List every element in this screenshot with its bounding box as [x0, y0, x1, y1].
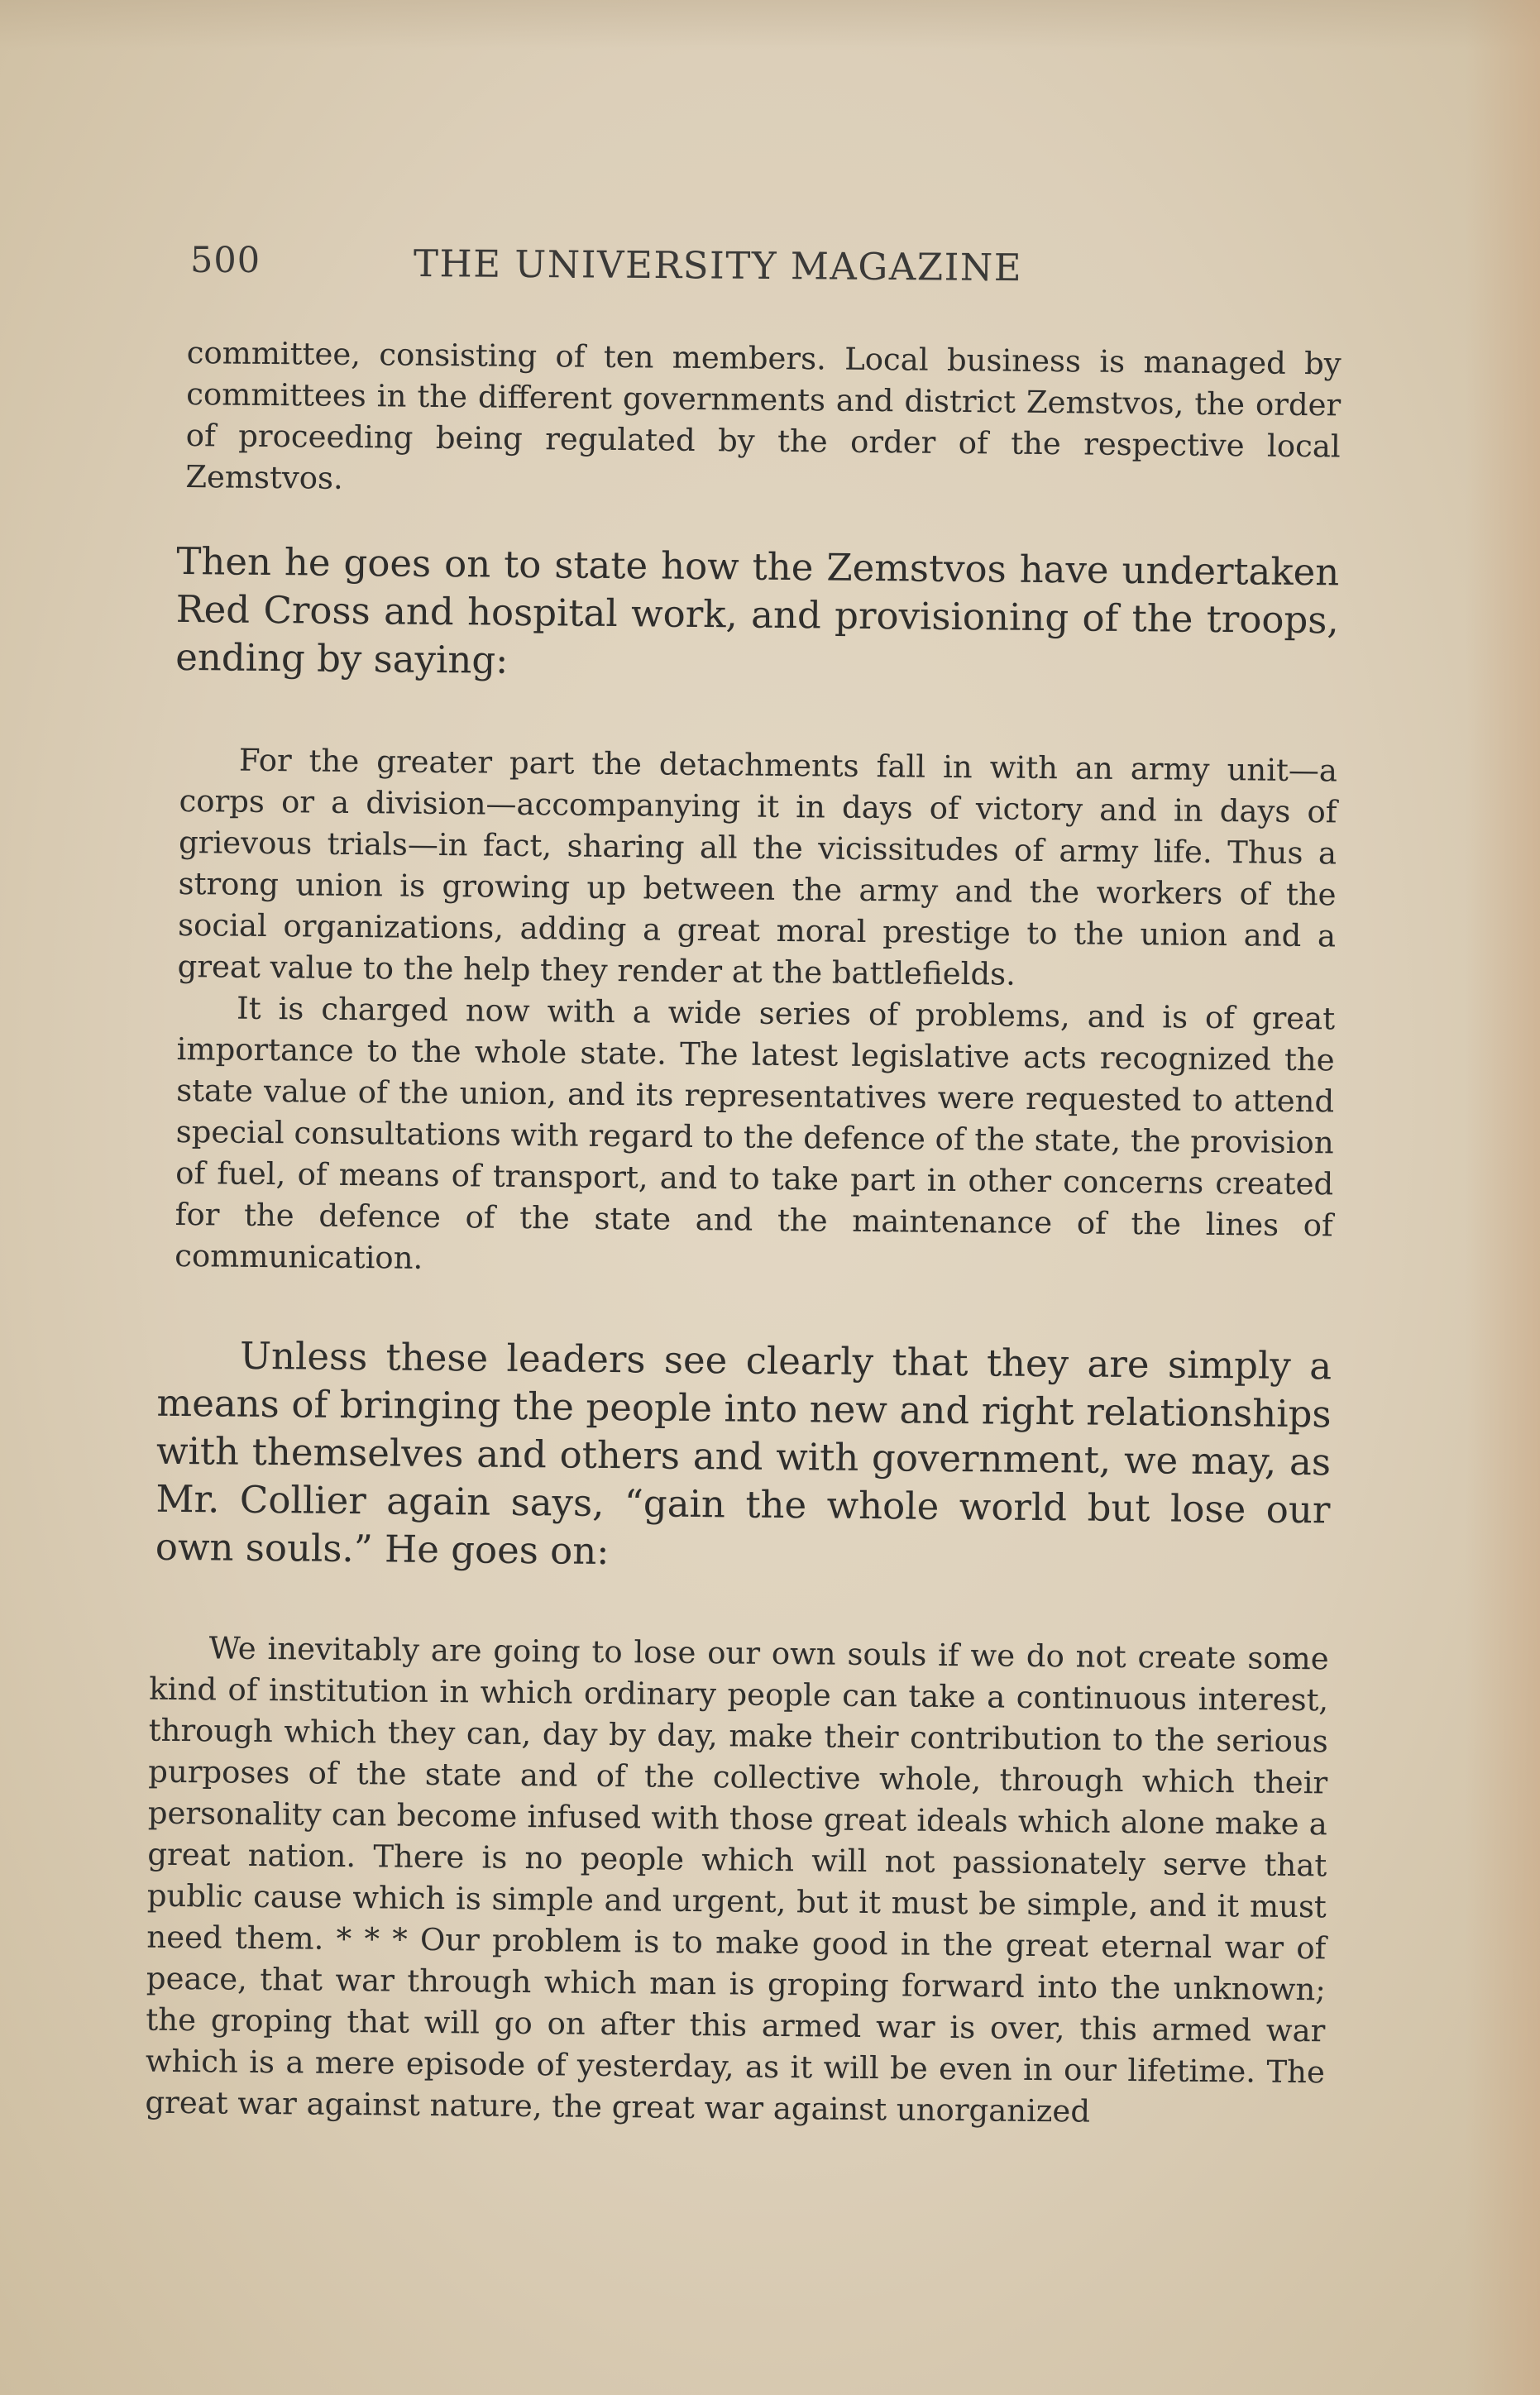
- page-shadow-top: [0, 0, 1540, 50]
- quote-paragraph: It is charged now with a wide series of problems, and is of great importance to the whole state. The latest legislative acts recognized the state value of the union, and its representatives were requested to attend special consultations with regard to the defence of the state, the provision of fuel, of means of transport, and to take part in other concerns created for the defence of the state and the maintenance of the lines of communication.: [175, 990, 1336, 1276]
- block-quote-committee: [185, 332, 1342, 509]
- page-header: [190, 240, 1332, 298]
- body-paragraph-zemstvos: Then he goes on to state how the Zemstvos have undertaken Red Cross and hospital work, and provisioning of the troops, ending by saying:: [175, 538, 1340, 682]
- running-head: THE UNIVERSITY MAGAZINE: [413, 241, 1023, 290]
- quote-paragraph: For the greater part the detachments fall in with an army unit—a corps or a division—accompanying it in days of victory and in days of grievous trials—in fact, sharing all the vicissitudes of army life. Thus a strong union is growing up between the army and the workers of the social organizations, adding a great moral prestige to the union and a great value to the help they render at the battlefields.: [177, 742, 1338, 992]
- block-quote-detachments: [175, 739, 1337, 1288]
- page-content: [145, 332, 1342, 2134]
- page-shadow-right: [1466, 0, 1540, 2395]
- quote-paragraph: We inevitably are going to lose our own souls if we do not create some kind of institution in which ordinary people can take a continuous interest, through which they can, day by day, make their contribution to the serious purposes of the state and of the collective whole, through which their personality can become infused with those great ideals which alone make a great nation. There is no people which will not passionately serve that public cause which is simple and urgent, but it must be simple, and it must need them. * * * Our problem is to make good in the great eternal war of peace, that war through which man is groping forward into the unknown; the groping that will go on after this armed war is over, this armed war which is a mere episode of yesterday, as it will be even in our lifetime. The great war against nature, the great war against unorganized: [145, 1630, 1329, 2130]
- block-quote-collier: [145, 1628, 1329, 2135]
- body-paragraph-leaders: [155, 1331, 1332, 1583]
- page-number: 500: [190, 240, 261, 281]
- quote-paragraph: committee, consisting of ten members. Local business is managed by committees in the different governments and district Zemstvos, the order of proceeding being regulated by the order of the respective local Zemstvos.: [185, 335, 1342, 496]
- body-paragraph-text: Unless these leaders see clearly that they are simply a means of bringing the people into new and right relationships with themselves and others and with government, we may, as Mr. Collier again says, “gain the whole world but lose our own souls.” He goes on:: [155, 1333, 1332, 1574]
